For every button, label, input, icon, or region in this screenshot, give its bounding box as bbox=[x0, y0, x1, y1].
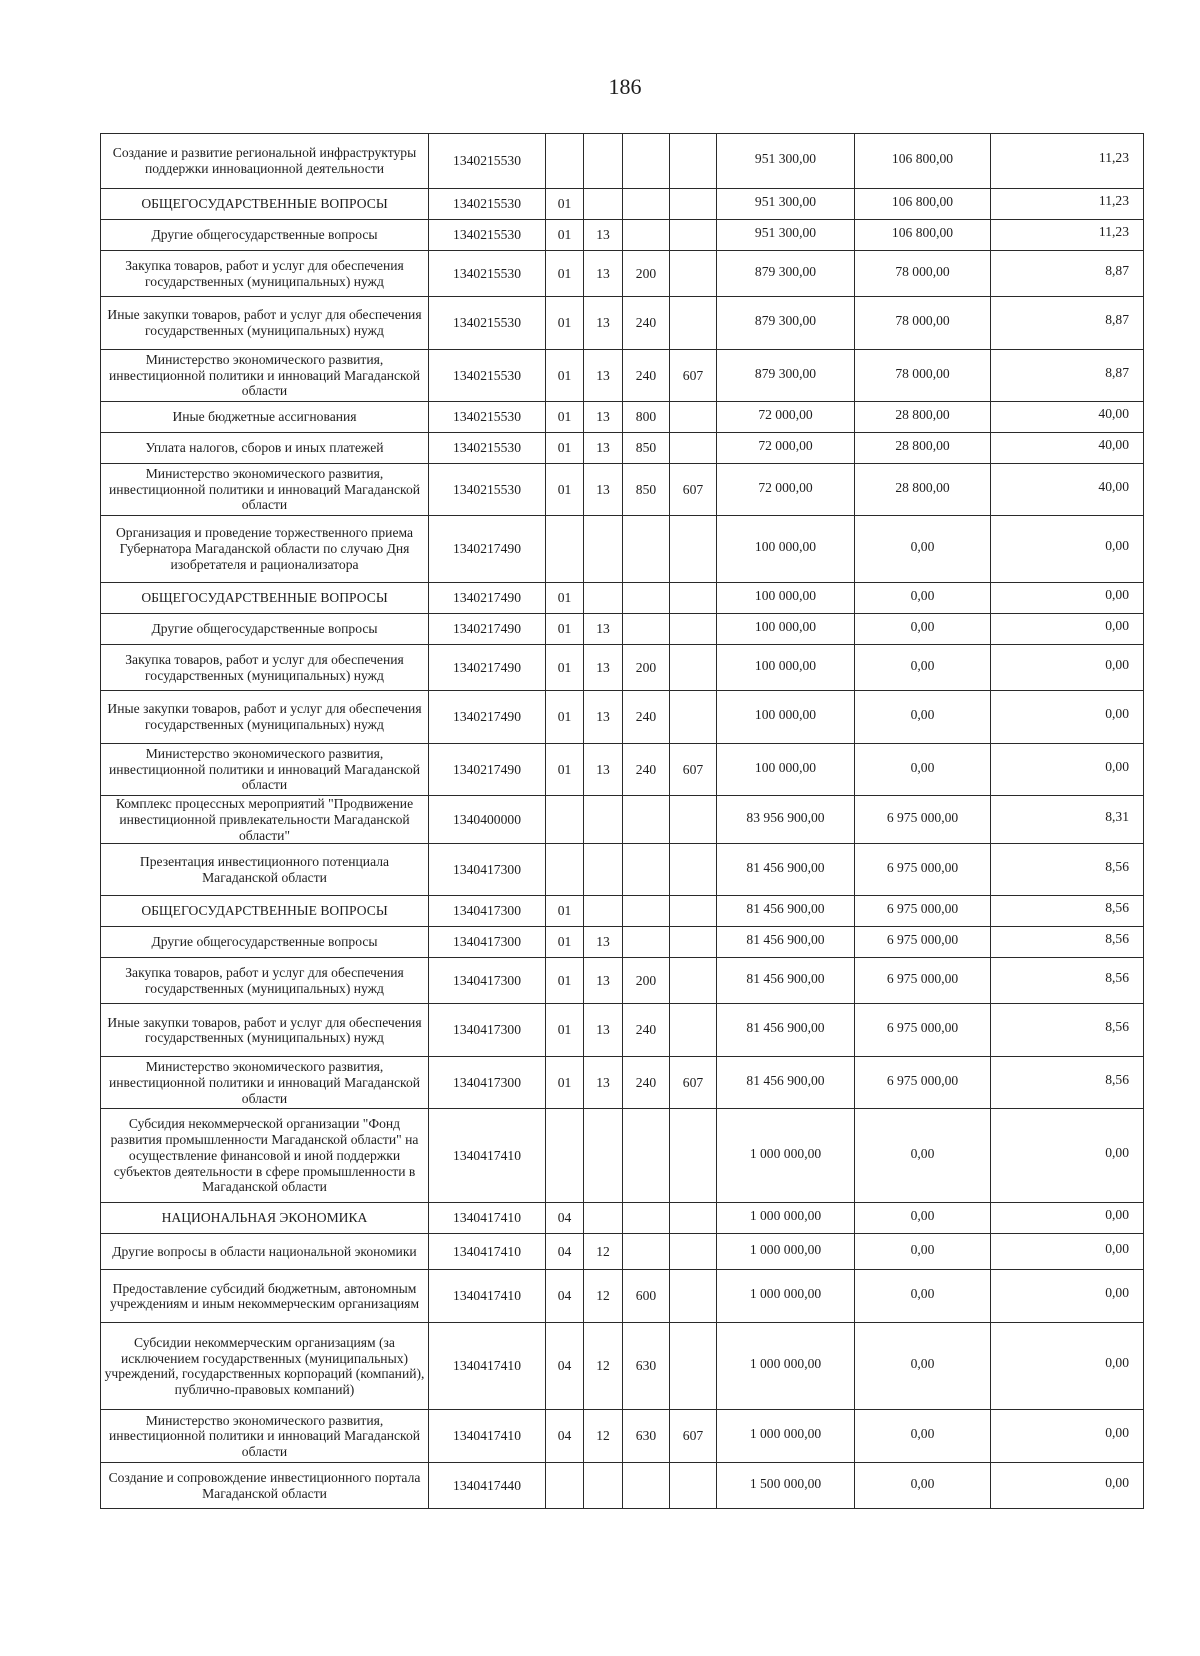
item-name: Другие общегосударственные вопросы bbox=[101, 927, 429, 958]
executed-amount: 0,00 bbox=[855, 1323, 991, 1410]
administrator-code bbox=[670, 958, 717, 1004]
execution-percent: 0,00 bbox=[991, 614, 1144, 645]
item-name: Организация и проведение торжественного приема Губернатора Магаданской области по случаю Дня изобретателя и рационализатора bbox=[101, 516, 429, 583]
planned-amount: 81 456 900,00 bbox=[717, 927, 855, 958]
administrator-code bbox=[670, 645, 717, 691]
target-article-code: 1340215530 bbox=[429, 134, 546, 189]
subsection-code: 13 bbox=[584, 402, 623, 433]
table-row bbox=[101, 1410, 1144, 1463]
subsection-code: 13 bbox=[584, 927, 623, 958]
table-row bbox=[101, 189, 1144, 220]
planned-amount: 1 500 000,00 bbox=[717, 1463, 855, 1509]
expense-type-code: 240 bbox=[623, 744, 670, 796]
expense-type-code: 240 bbox=[623, 1057, 670, 1109]
table-body bbox=[101, 134, 1144, 1509]
expense-type-code: 200 bbox=[623, 645, 670, 691]
planned-amount: 83 956 900,00 bbox=[717, 796, 855, 844]
expense-type-code bbox=[623, 189, 670, 220]
administrator-code bbox=[670, 896, 717, 927]
target-article-code: 1340417410 bbox=[429, 1270, 546, 1323]
target-article-code: 1340217490 bbox=[429, 744, 546, 796]
table-row bbox=[101, 1004, 1144, 1057]
planned-amount: 81 456 900,00 bbox=[717, 958, 855, 1004]
item-name: ОБЩЕГОСУДАРСТВЕННЫЕ ВОПРОСЫ bbox=[101, 896, 429, 927]
subsection-code: 13 bbox=[584, 220, 623, 251]
item-name: Министерство экономического развития, инвестиционной политики и инноваций Магаданской области bbox=[101, 744, 429, 796]
planned-amount: 100 000,00 bbox=[717, 691, 855, 744]
executed-amount: 0,00 bbox=[855, 583, 991, 614]
administrator-code bbox=[670, 516, 717, 583]
execution-percent: 0,00 bbox=[991, 1323, 1144, 1410]
expense-type-code: 200 bbox=[623, 251, 670, 297]
executed-amount: 6 975 000,00 bbox=[855, 844, 991, 896]
table-row bbox=[101, 614, 1144, 645]
expense-type-code bbox=[623, 844, 670, 896]
table-row bbox=[101, 844, 1144, 896]
planned-amount: 1 000 000,00 bbox=[717, 1410, 855, 1463]
executed-amount: 106 800,00 bbox=[855, 134, 991, 189]
section-code bbox=[546, 796, 584, 844]
target-article-code: 1340217490 bbox=[429, 583, 546, 614]
planned-amount: 81 456 900,00 bbox=[717, 1057, 855, 1109]
table-row bbox=[101, 583, 1144, 614]
executed-amount: 78 000,00 bbox=[855, 297, 991, 350]
administrator-code bbox=[670, 1463, 717, 1509]
planned-amount: 1 000 000,00 bbox=[717, 1109, 855, 1203]
expense-type-code bbox=[623, 583, 670, 614]
subsection-code bbox=[584, 844, 623, 896]
planned-amount: 100 000,00 bbox=[717, 744, 855, 796]
administrator-code: 607 bbox=[670, 1410, 717, 1463]
section-code: 01 bbox=[546, 691, 584, 744]
executed-amount: 106 800,00 bbox=[855, 220, 991, 251]
section-code: 01 bbox=[546, 251, 584, 297]
expense-type-code bbox=[623, 1203, 670, 1234]
subsection-code bbox=[584, 1109, 623, 1203]
subsection-code bbox=[584, 1463, 623, 1509]
item-name: Другие вопросы в области национальной экономики bbox=[101, 1234, 429, 1270]
item-name: НАЦИОНАЛЬНАЯ ЭКОНОМИКА bbox=[101, 1203, 429, 1234]
administrator-code bbox=[670, 134, 717, 189]
subsection-code: 13 bbox=[584, 744, 623, 796]
administrator-code bbox=[670, 844, 717, 896]
subsection-code: 13 bbox=[584, 958, 623, 1004]
planned-amount: 1 000 000,00 bbox=[717, 1270, 855, 1323]
item-name: Министерство экономического развития, инвестиционной политики и инноваций Магаданской области bbox=[101, 1057, 429, 1109]
target-article-code: 1340215530 bbox=[429, 297, 546, 350]
administrator-code bbox=[670, 614, 717, 645]
subsection-code: 13 bbox=[584, 1004, 623, 1057]
planned-amount: 879 300,00 bbox=[717, 350, 855, 402]
target-article-code: 1340217490 bbox=[429, 614, 546, 645]
expense-type-code bbox=[623, 516, 670, 583]
executed-amount: 106 800,00 bbox=[855, 189, 991, 220]
table-row bbox=[101, 516, 1144, 583]
item-name: Закупка товаров, работ и услуг для обеспечения государственных (муниципальных) нужд bbox=[101, 251, 429, 297]
target-article-code: 1340417300 bbox=[429, 896, 546, 927]
administrator-code bbox=[670, 796, 717, 844]
planned-amount: 72 000,00 bbox=[717, 464, 855, 516]
target-article-code: 1340215530 bbox=[429, 251, 546, 297]
planned-amount: 1 000 000,00 bbox=[717, 1234, 855, 1270]
execution-percent: 0,00 bbox=[991, 1109, 1144, 1203]
execution-percent: 40,00 bbox=[991, 464, 1144, 516]
table-row bbox=[101, 1463, 1144, 1509]
subsection-code: 13 bbox=[584, 464, 623, 516]
table-row bbox=[101, 645, 1144, 691]
executed-amount: 6 975 000,00 bbox=[855, 796, 991, 844]
executed-amount: 0,00 bbox=[855, 1410, 991, 1463]
executed-amount: 6 975 000,00 bbox=[855, 896, 991, 927]
execution-percent: 8,56 bbox=[991, 844, 1144, 896]
executed-amount: 28 800,00 bbox=[855, 433, 991, 464]
subsection-code: 13 bbox=[584, 297, 623, 350]
administrator-code: 607 bbox=[670, 464, 717, 516]
table-row bbox=[101, 896, 1144, 927]
expense-type-code bbox=[623, 134, 670, 189]
expense-type-code bbox=[623, 927, 670, 958]
executed-amount: 6 975 000,00 bbox=[855, 927, 991, 958]
target-article-code: 1340215530 bbox=[429, 402, 546, 433]
planned-amount: 72 000,00 bbox=[717, 433, 855, 464]
item-name: Уплата налогов, сборов и иных платежей bbox=[101, 433, 429, 464]
executed-amount: 28 800,00 bbox=[855, 464, 991, 516]
target-article-code: 1340417410 bbox=[429, 1234, 546, 1270]
subsection-code: 13 bbox=[584, 350, 623, 402]
execution-percent: 40,00 bbox=[991, 433, 1144, 464]
table-row bbox=[101, 220, 1144, 251]
subsection-code bbox=[584, 134, 623, 189]
table-row bbox=[101, 744, 1144, 796]
executed-amount: 0,00 bbox=[855, 691, 991, 744]
planned-amount: 100 000,00 bbox=[717, 583, 855, 614]
administrator-code: 607 bbox=[670, 350, 717, 402]
executed-amount: 78 000,00 bbox=[855, 251, 991, 297]
execution-percent: 0,00 bbox=[991, 1203, 1144, 1234]
execution-percent: 8,87 bbox=[991, 297, 1144, 350]
table-row bbox=[101, 1109, 1144, 1203]
planned-amount: 1 000 000,00 bbox=[717, 1203, 855, 1234]
section-code bbox=[546, 1463, 584, 1509]
planned-amount: 72 000,00 bbox=[717, 402, 855, 433]
target-article-code: 1340417410 bbox=[429, 1203, 546, 1234]
section-code: 04 bbox=[546, 1234, 584, 1270]
expense-type-code bbox=[623, 896, 670, 927]
item-name: Закупка товаров, работ и услуг для обеспечения государственных (муниципальных) нужд bbox=[101, 645, 429, 691]
executed-amount: 0,00 bbox=[855, 1203, 991, 1234]
table-row bbox=[101, 796, 1144, 844]
expense-type-code: 240 bbox=[623, 1004, 670, 1057]
section-code: 04 bbox=[546, 1410, 584, 1463]
executed-amount: 0,00 bbox=[855, 614, 991, 645]
target-article-code: 1340417300 bbox=[429, 1004, 546, 1057]
expense-type-code: 630 bbox=[623, 1323, 670, 1410]
expense-type-code: 850 bbox=[623, 464, 670, 516]
administrator-code bbox=[670, 220, 717, 251]
section-code: 01 bbox=[546, 464, 584, 516]
executed-amount: 0,00 bbox=[855, 1109, 991, 1203]
section-code bbox=[546, 844, 584, 896]
subsection-code: 12 bbox=[584, 1270, 623, 1323]
target-article-code: 1340417440 bbox=[429, 1463, 546, 1509]
target-article-code: 1340215530 bbox=[429, 350, 546, 402]
execution-percent: 0,00 bbox=[991, 1270, 1144, 1323]
planned-amount: 879 300,00 bbox=[717, 297, 855, 350]
execution-percent: 0,00 bbox=[991, 1410, 1144, 1463]
item-name: Презентация инвестиционного потенциала Магаданской области bbox=[101, 844, 429, 896]
execution-percent: 0,00 bbox=[991, 516, 1144, 583]
administrator-code bbox=[670, 1203, 717, 1234]
administrator-code bbox=[670, 297, 717, 350]
subsection-code: 13 bbox=[584, 433, 623, 464]
table-row bbox=[101, 1270, 1144, 1323]
section-code: 01 bbox=[546, 1004, 584, 1057]
administrator-code bbox=[670, 189, 717, 220]
section-code: 01 bbox=[546, 1057, 584, 1109]
section-code: 01 bbox=[546, 402, 584, 433]
execution-percent: 8,56 bbox=[991, 896, 1144, 927]
target-article-code: 1340417410 bbox=[429, 1410, 546, 1463]
target-article-code: 1340417410 bbox=[429, 1323, 546, 1410]
section-code bbox=[546, 1109, 584, 1203]
target-article-code: 1340417410 bbox=[429, 1109, 546, 1203]
administrator-code bbox=[670, 583, 717, 614]
table-row bbox=[101, 350, 1144, 402]
item-name: Иные закупки товаров, работ и услуг для обеспечения государственных (муниципальных) нужд bbox=[101, 1004, 429, 1057]
table-row bbox=[101, 958, 1144, 1004]
execution-percent: 0,00 bbox=[991, 1463, 1144, 1509]
planned-amount: 951 300,00 bbox=[717, 189, 855, 220]
execution-percent: 8,56 bbox=[991, 1057, 1144, 1109]
section-code: 01 bbox=[546, 583, 584, 614]
execution-percent: 0,00 bbox=[991, 1234, 1144, 1270]
target-article-code: 1340217490 bbox=[429, 645, 546, 691]
item-name: Иные закупки товаров, работ и услуг для обеспечения государственных (муниципальных) нужд bbox=[101, 297, 429, 350]
subsection-code: 12 bbox=[584, 1410, 623, 1463]
target-article-code: 1340417300 bbox=[429, 927, 546, 958]
administrator-code: 607 bbox=[670, 1057, 717, 1109]
target-article-code: 1340215530 bbox=[429, 220, 546, 251]
expense-type-code: 850 bbox=[623, 433, 670, 464]
executed-amount: 0,00 bbox=[855, 1270, 991, 1323]
expense-type-code: 240 bbox=[623, 691, 670, 744]
executed-amount: 0,00 bbox=[855, 645, 991, 691]
executed-amount: 78 000,00 bbox=[855, 350, 991, 402]
administrator-code bbox=[670, 1234, 717, 1270]
item-name: Другие общегосударственные вопросы bbox=[101, 614, 429, 645]
target-article-code: 1340417300 bbox=[429, 844, 546, 896]
planned-amount: 951 300,00 bbox=[717, 134, 855, 189]
execution-percent: 11,23 bbox=[991, 189, 1144, 220]
page-number: 186 bbox=[608, 74, 642, 99]
executed-amount: 28 800,00 bbox=[855, 402, 991, 433]
subsection-code: 13 bbox=[584, 614, 623, 645]
administrator-code bbox=[670, 927, 717, 958]
planned-amount: 100 000,00 bbox=[717, 614, 855, 645]
item-name: Комплекс процессных мероприятий "Продвижение инвестиционной привлекательности Магаданской области" bbox=[101, 796, 429, 844]
expense-type-code: 240 bbox=[623, 297, 670, 350]
administrator-code bbox=[670, 1004, 717, 1057]
table-row bbox=[101, 1323, 1144, 1410]
execution-percent: 8,87 bbox=[991, 251, 1144, 297]
section-code: 01 bbox=[546, 896, 584, 927]
expense-type-code bbox=[623, 220, 670, 251]
expense-type-code: 600 bbox=[623, 1270, 670, 1323]
execution-percent: 0,00 bbox=[991, 691, 1144, 744]
item-name: Другие общегосударственные вопросы bbox=[101, 220, 429, 251]
subsection-code: 13 bbox=[584, 1057, 623, 1109]
section-code: 04 bbox=[546, 1270, 584, 1323]
executed-amount: 0,00 bbox=[855, 1234, 991, 1270]
execution-percent: 8,31 bbox=[991, 796, 1144, 844]
section-code: 04 bbox=[546, 1203, 584, 1234]
section-code: 01 bbox=[546, 350, 584, 402]
expense-type-code: 630 bbox=[623, 1410, 670, 1463]
section-code: 01 bbox=[546, 744, 584, 796]
target-article-code: 1340217490 bbox=[429, 516, 546, 583]
planned-amount: 1 000 000,00 bbox=[717, 1323, 855, 1410]
execution-percent: 11,23 bbox=[991, 220, 1144, 251]
subsection-code: 13 bbox=[584, 691, 623, 744]
administrator-code bbox=[670, 691, 717, 744]
execution-percent: 8,56 bbox=[991, 927, 1144, 958]
administrator-code bbox=[670, 402, 717, 433]
subsection-code bbox=[584, 189, 623, 220]
subsection-code: 13 bbox=[584, 251, 623, 297]
item-name: Закупка товаров, работ и услуг для обеспечения государственных (муниципальных) нужд bbox=[101, 958, 429, 1004]
expense-type-code bbox=[623, 1234, 670, 1270]
administrator-code bbox=[670, 1270, 717, 1323]
expense-type-code bbox=[623, 796, 670, 844]
section-code: 01 bbox=[546, 433, 584, 464]
subsection-code: 13 bbox=[584, 645, 623, 691]
executed-amount: 0,00 bbox=[855, 1463, 991, 1509]
execution-percent: 0,00 bbox=[991, 645, 1144, 691]
subsection-code bbox=[584, 796, 623, 844]
item-name: Субсидии некоммерческим организациям (за исключением государственных (муниципальных) учреждений, государственных корпораций (компаний), публично-правовых компаний) bbox=[101, 1323, 429, 1410]
administrator-code bbox=[670, 251, 717, 297]
subsection-code bbox=[584, 1203, 623, 1234]
planned-amount: 81 456 900,00 bbox=[717, 844, 855, 896]
item-name: Создание и сопровождение инвестиционного портала Магаданской области bbox=[101, 1463, 429, 1509]
expense-type-code bbox=[623, 1109, 670, 1203]
executed-amount: 0,00 bbox=[855, 744, 991, 796]
subsection-code bbox=[584, 583, 623, 614]
item-name: Иные бюджетные ассигнования bbox=[101, 402, 429, 433]
administrator-code bbox=[670, 433, 717, 464]
executed-amount: 6 975 000,00 bbox=[855, 1004, 991, 1057]
execution-percent: 8,56 bbox=[991, 958, 1144, 1004]
section-code bbox=[546, 134, 584, 189]
item-name: Создание и развитие региональной инфраструктуры поддержки инновационной деятельности bbox=[101, 134, 429, 189]
section-code: 01 bbox=[546, 645, 584, 691]
table-row bbox=[101, 402, 1144, 433]
subsection-code: 12 bbox=[584, 1323, 623, 1410]
expense-type-code: 240 bbox=[623, 350, 670, 402]
subsection-code bbox=[584, 516, 623, 583]
executed-amount: 0,00 bbox=[855, 516, 991, 583]
table-row bbox=[101, 464, 1144, 516]
expense-type-code bbox=[623, 614, 670, 645]
planned-amount: 951 300,00 bbox=[717, 220, 855, 251]
table-row bbox=[101, 1234, 1144, 1270]
execution-percent: 11,23 bbox=[991, 134, 1144, 189]
target-article-code: 1340215530 bbox=[429, 464, 546, 516]
execution-percent: 8,87 bbox=[991, 350, 1144, 402]
planned-amount: 879 300,00 bbox=[717, 251, 855, 297]
planned-amount: 81 456 900,00 bbox=[717, 1004, 855, 1057]
expense-type-code: 800 bbox=[623, 402, 670, 433]
table-row bbox=[101, 251, 1144, 297]
table-row bbox=[101, 1057, 1144, 1109]
section-code: 01 bbox=[546, 220, 584, 251]
target-article-code: 1340417300 bbox=[429, 958, 546, 1004]
item-name: Предоставление субсидий бюджетным, автономным учреждениям и иным некоммерческим организациям bbox=[101, 1270, 429, 1323]
expense-type-code bbox=[623, 1463, 670, 1509]
section-code: 04 bbox=[546, 1323, 584, 1410]
target-article-code: 1340400000 bbox=[429, 796, 546, 844]
table-row bbox=[101, 927, 1144, 958]
item-name: Субсидия некоммерческой организации "Фонд развития промышленности Магаданской области" на осуществление финансовой и иной поддержки субъектов деятельности в сфере промышленности в Магаданской области bbox=[101, 1109, 429, 1203]
item-name: ОБЩЕГОСУДАРСТВЕННЫЕ ВОПРОСЫ bbox=[101, 189, 429, 220]
item-name: ОБЩЕГОСУДАРСТВЕННЫЕ ВОПРОСЫ bbox=[101, 583, 429, 614]
section-code: 01 bbox=[546, 189, 584, 220]
planned-amount: 81 456 900,00 bbox=[717, 896, 855, 927]
executed-amount: 6 975 000,00 bbox=[855, 958, 991, 1004]
section-code bbox=[546, 516, 584, 583]
administrator-code: 607 bbox=[670, 744, 717, 796]
table-row bbox=[101, 134, 1144, 189]
execution-percent: 0,00 bbox=[991, 583, 1144, 614]
subsection-code bbox=[584, 896, 623, 927]
section-code: 01 bbox=[546, 614, 584, 645]
budget-table bbox=[100, 133, 1144, 1509]
table-row bbox=[101, 1203, 1144, 1234]
section-code: 01 bbox=[546, 297, 584, 350]
table-row bbox=[101, 691, 1144, 744]
subsection-code: 12 bbox=[584, 1234, 623, 1270]
planned-amount: 100 000,00 bbox=[717, 645, 855, 691]
execution-percent: 8,56 bbox=[991, 1004, 1144, 1057]
table-row bbox=[101, 433, 1144, 464]
expense-type-code: 200 bbox=[623, 958, 670, 1004]
item-name: Иные закупки товаров, работ и услуг для обеспечения государственных (муниципальных) нужд bbox=[101, 691, 429, 744]
section-code: 01 bbox=[546, 958, 584, 1004]
item-name: Министерство экономического развития, инвестиционной политики и инноваций Магаданской области bbox=[101, 350, 429, 402]
planned-amount: 100 000,00 bbox=[717, 516, 855, 583]
administrator-code bbox=[670, 1323, 717, 1410]
item-name: Министерство экономического развития, инвестиционной политики и инноваций Магаданской области bbox=[101, 464, 429, 516]
execution-percent: 40,00 bbox=[991, 402, 1144, 433]
target-article-code: 1340417300 bbox=[429, 1057, 546, 1109]
item-name: Министерство экономического развития, инвестиционной политики и инноваций Магаданской области bbox=[101, 1410, 429, 1463]
executed-amount: 6 975 000,00 bbox=[855, 1057, 991, 1109]
execution-percent: 0,00 bbox=[991, 744, 1144, 796]
section-code: 01 bbox=[546, 927, 584, 958]
target-article-code: 1340217490 bbox=[429, 691, 546, 744]
table-row bbox=[101, 297, 1144, 350]
administrator-code bbox=[670, 1109, 717, 1203]
target-article-code: 1340215530 bbox=[429, 433, 546, 464]
target-article-code: 1340215530 bbox=[429, 189, 546, 220]
